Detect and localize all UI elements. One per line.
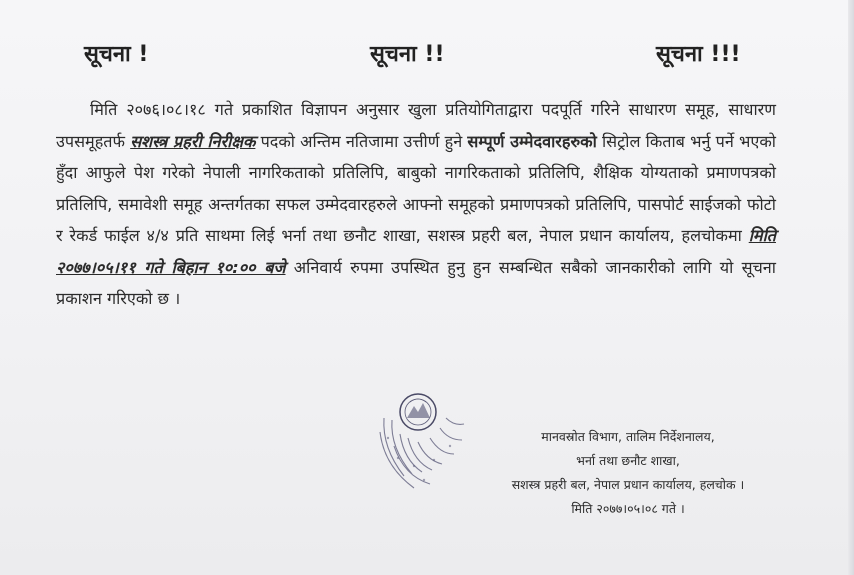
body-text-part-1: मिति २०७६।०८।१८ गते प्रकाशित विज्ञापन अनुसार खुला प्रतियोगिताद्वारा पदपूर्ति गरिने साधारण समूह, साधारण उपसमूहतर्फ [56, 100, 776, 151]
office-line-2: भर्ना तथा छनौट शाखा, [576, 453, 680, 468]
candidates-text: सम्पूर्ण उम्मेदवारहरुको [467, 131, 597, 151]
official-seal-stamp [374, 388, 470, 498]
notice-body [56, 94, 776, 315]
notice-heading-3: सूचना !!! [656, 42, 741, 67]
body-text-part-3: सिट्रोल किताब भर्नु पर्ने भएको हुँदा आफुले पेश गरेको नेपाली नागरिकताको प्रतिलिपि, बाबुको नागरिकताको प्रतिलिपि, शैक्षिक योग्यताको प्रमाणपत्रको प्रतिलिपि, समावेशी समूह अन्तर्गतका सफल उम्मेदवारहरुले आफ्नो समूहको प्रमाणपत्रको प्रतिलिपि, पासपोर्ट साईजको फोटो र रेकर्ड फाईल ४/४ प्रति साथमा लिई भर्ना तथा छनौट शाखा, सशस्त्र प्रहरी बल, नेपाल प्रधान कार्यालय, हलचोकमा [56, 131, 776, 245]
appointment-date-time: मिति २०७७।०५।११ गते बिहान १०:०० बजे [56, 226, 776, 277]
body-text-part-4: अनिवार्य रुपमा उपस्थित हुनु हुन सम्बन्धित सबैको जानकारीको लागि यो सूचना प्रकाशन गरिएको छ । [56, 257, 776, 308]
body-text-part-2: पदको अन्तिम नतिजामा उत्तीर्ण हुने [255, 131, 468, 151]
issuing-office-block [478, 425, 778, 521]
notice-paragraph [56, 94, 776, 315]
notice-headings [0, 38, 854, 72]
notice-heading-2: सूचना !! [370, 42, 445, 67]
page-edge-shadow [848, 0, 854, 575]
post-title: सशस्त्र प्रहरी निरीक्षक [130, 131, 256, 151]
notice-heading-1: सूचना ! [84, 42, 149, 67]
office-line-3: सशस्त्र प्रहरी बल, नेपाल प्रधान कार्यालय, हलचोक । [511, 477, 745, 492]
issue-date: मिति २०७७।०५।०८ गते । [571, 501, 685, 516]
seal-emblem-icon [374, 388, 470, 498]
office-line-1: मानवस्रोत विभाग, तालिम निर्देशनालय, [541, 429, 715, 444]
